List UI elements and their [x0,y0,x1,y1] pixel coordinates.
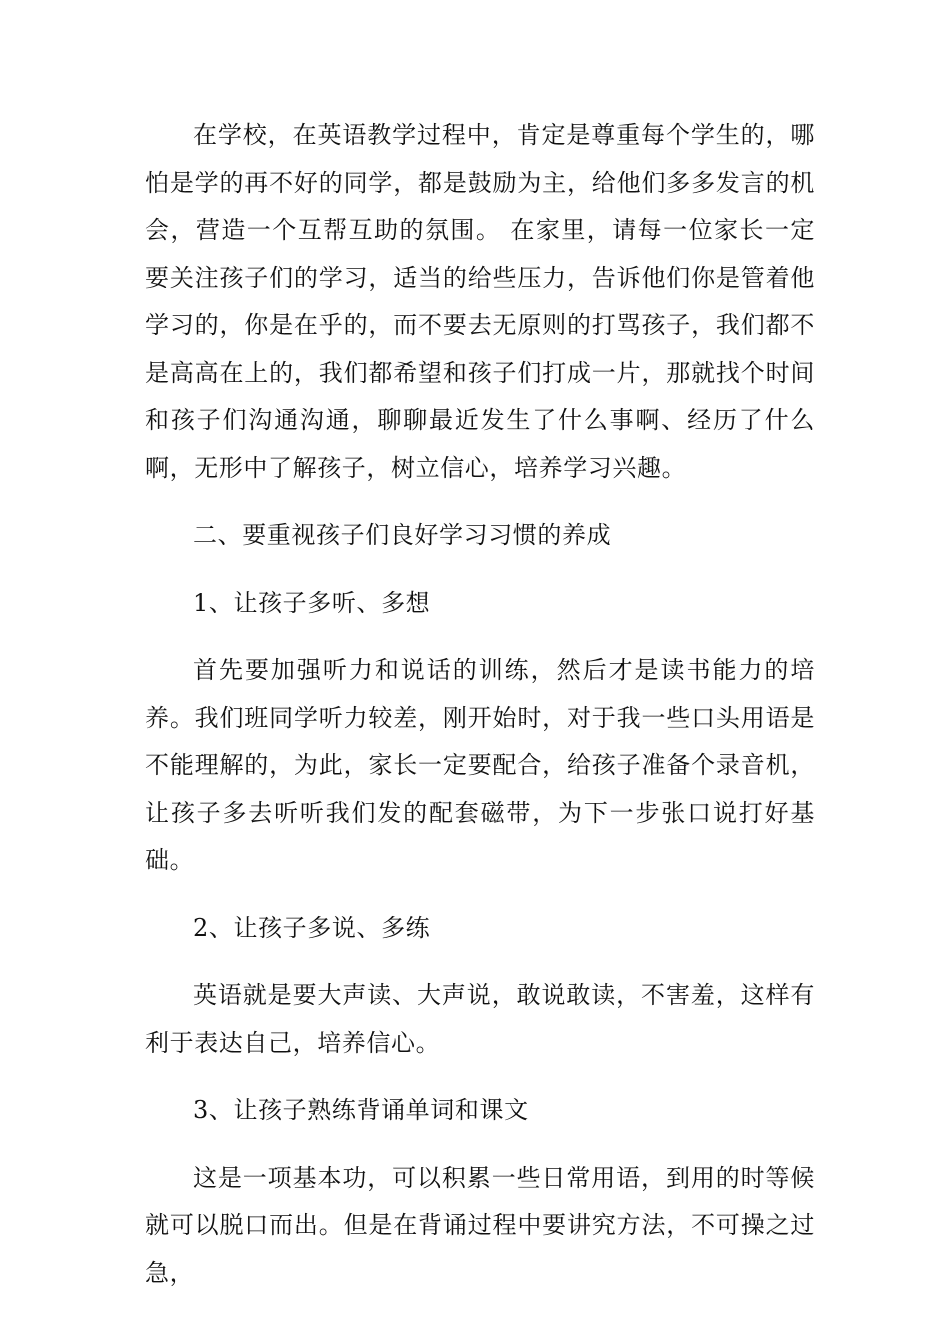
section-heading-habits: 二、要重视孩子们良好学习习惯的养成 [193,521,612,549]
paragraph-school-and-home: 在学校，在英语教学过程中，肯定是尊重每个学生的，哪怕是学的再不好的同学，都是鼓励为主，给他们多多发言的机会，营造一个互帮互助的氛围。 在家里，请每一位家长一定要关注孩子们的学习，适当的给些压力，告诉他们你是管着他学习的，你是在乎的，而不要去无原则的打骂孩子，我们都不是高高在上的，我们都希望和孩子们打成一片，那就找个时间和孩子们沟通沟通，聊聊最近发生了什么事啊、经历了什么啊，无形中了解孩子，树立信心，培养学习兴趣。 [145,121,815,482]
paragraph-spacer [145,627,815,647]
subheading-listen-think: 1、让孩子多听、多想 [193,588,431,617]
paragraph-spacer [145,560,815,580]
paragraph-spacer [145,952,815,972]
paragraph-spacer [145,1067,815,1087]
subheading-recite-words: 3、让孩子熟练背诵单词和课文 [193,1096,529,1124]
paragraph-speak-aloud: 英语就是要大声读、大声说，敢说敢读，不害羞，这样有利于表达自己，培养信心。 [145,981,815,1057]
paragraph-spacer [145,492,815,512]
paragraph-listening-training: 首先要加强听力和说话的训练，然后才是读书能力的培养。我们班同学听力较差，刚开始时，对于我一些口头用语是不能理解的，为此，家长一定要配合，给孩子准备个录音机，让孩子多去听听我们发的配套磁带，为下一步张口说打好基础。 [145,656,815,874]
paragraph-spacer [145,1135,815,1155]
paragraph-spacer [145,885,815,905]
paragraph-basic-skill: 这是一项基本功，可以积累一些日常用语，到用的时等候就可以脱口而出。但是在背诵过程中要讲究方法，不可操之过急， [145,1163,815,1287]
subheading-speak-practice: 2、让孩子多说、多练 [193,913,431,942]
document-body [145,112,815,1297]
